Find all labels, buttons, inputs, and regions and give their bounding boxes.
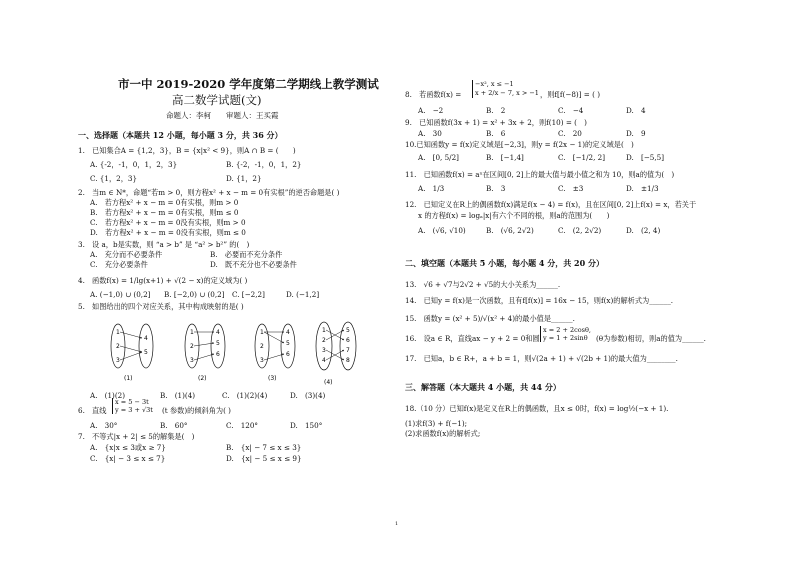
figure-label-3: (3) — [268, 375, 277, 382]
exam-title: 市一中 2019-2020 学年度第二学期线上教学测试 — [118, 77, 379, 91]
option-a: A. (√6, √10) — [418, 226, 466, 235]
question-15: 15. 函数y = (x² + 5)/√(x² + 4)的最小值是______. — [405, 314, 575, 323]
piecewise-case-1: −x², x ≤ −1 — [475, 80, 514, 88]
question-1-stem: 1. 已知集合A = {1,2，3}，B = {x|x² < 9}，则A ∩ B = ( ) — [78, 146, 296, 155]
page-number: 1 — [395, 521, 399, 527]
option-a: A. 若方程x² + x − m = 0有实根，则m > 0 — [90, 198, 239, 207]
option-d: D. 4 — [626, 106, 646, 115]
svg-text:4: 4 — [322, 357, 326, 364]
question-16-equation-system — [540, 326, 591, 342]
exam-subtitle: 高二数学试题(文) — [172, 93, 262, 107]
option-c: C. {x| − 3 ≤ x ≤ 7} — [90, 454, 166, 463]
option-d: D. 既不充分也不必要条件 — [210, 260, 297, 269]
question-8-stem-prefix: 8. 若函数f(x) = — [405, 90, 462, 99]
section-heading-solution: 三、解答题（本大题共 4 小题，共 44 分） — [405, 382, 561, 392]
option-b: B. 6 — [486, 129, 506, 138]
question-7-stem: 7. 不等式|x + 2| ≤ 5的解集是( ) — [78, 432, 195, 441]
option-c: C. ±3 — [558, 184, 584, 193]
question-9-options — [418, 129, 718, 139]
option-b: B. 必要而不充分条件 — [210, 250, 283, 259]
option-c: C. 20 — [558, 129, 582, 138]
question-6-options — [90, 421, 380, 431]
option-b: B. 2 — [486, 106, 506, 115]
option-d: D. (3)(4) — [290, 391, 326, 400]
option-a: A. [0, 5/2] — [418, 153, 459, 162]
svg-text:3: 3 — [322, 347, 326, 354]
question-18-part-1: (1)求f(3) + f(−1); — [405, 419, 468, 428]
svg-text:3: 3 — [190, 357, 194, 364]
option-a: A. 30° — [90, 421, 118, 430]
option-b: B. 60° — [160, 421, 188, 430]
option-d: D. 若方程x² + x − m = 0没有实根，则m ≤ 0 — [90, 228, 246, 237]
option-a: A. 1/3 — [418, 184, 445, 193]
question-4-options — [90, 290, 380, 300]
option-c: C. 120° — [226, 421, 259, 430]
option-d: D. {1，2} — [226, 174, 262, 183]
svg-text:1: 1 — [116, 329, 120, 336]
question-11-stem: 11. 已知函数f(x) = aˣ在区间[0, 2]上的最大值与最小值之和为 10，则a的值为( ) — [405, 170, 675, 179]
svg-text:3: 3 — [116, 357, 120, 364]
figure-label-1: (1) — [124, 375, 133, 382]
option-c: C. 充分必要条件 — [90, 260, 148, 269]
option-a: A. 30 — [418, 129, 442, 138]
option-a: A. 充分而不必要条件 — [90, 250, 163, 259]
svg-text:4: 4 — [144, 335, 148, 342]
section-heading-fill-in: 二、填空题（本题共 5 小题，每小题 4 分，共 20 分） — [405, 258, 604, 268]
question-16-stem-suffix: (θ为参数)相切，则a的值为______. — [596, 334, 706, 343]
option-d: D. 9 — [626, 129, 646, 138]
question-9-stem: 9. 已知函数f(3x + 1) = x² + 3x + 2，则f(10) = ( ) — [405, 118, 587, 127]
question-5-stem: 5. 如图给出的四个对应关系，其中构成映射的是( ) — [78, 302, 244, 311]
equation-line-1: x = 5 − 3t — [115, 398, 149, 406]
option-b: B. {-2，-1，0，1，2} — [226, 160, 302, 169]
option-a: A. (−1,0) ∪ (0,2] — [90, 290, 151, 299]
mapping-diagram-1 — [111, 324, 153, 382]
option-b: B. 若方程x² + x − m = 0有实根，则m ≤ 0 — [90, 208, 239, 217]
question-16-stem-prefix: 16. 设a ∈ R，直线ax − y + 2 = 0和圆 — [405, 334, 540, 343]
option-b: B. 3 — [486, 184, 506, 193]
option-c: C. −4 — [558, 106, 584, 115]
svg-text:2: 2 — [260, 343, 264, 350]
question-18-stem: 18.（10 分）已知f(x)是定义在R上的偶函数，且x ≤ 0时，f(x) = log½(−x + 1). — [405, 404, 669, 413]
figure-label-2: (2) — [198, 375, 207, 382]
question-11-options — [418, 184, 718, 194]
svg-text:7: 7 — [346, 347, 350, 354]
question-8-options — [418, 106, 718, 116]
question-6-equation-system — [112, 398, 153, 414]
svg-text:1: 1 — [190, 329, 194, 336]
question-18-part-2: (2)求函数f(x)的解析式; — [405, 429, 481, 438]
option-b: B. (1)(4) — [160, 391, 196, 400]
exam-authors: 命题人：李柯 审题人：王买霞 — [166, 111, 279, 120]
option-b: B. [−2,0) ∪ (0,2] — [164, 290, 225, 299]
question-10-options — [418, 153, 718, 163]
question-1-options — [90, 160, 380, 183]
option-c: C. {1，2，3} — [90, 174, 138, 183]
svg-text:2: 2 — [190, 343, 194, 350]
option-a: A. −2 — [418, 106, 444, 115]
mapping-diagrams — [100, 318, 360, 388]
section-heading-choice: 一、选择题（本题共 12 小题，每小题 3 分，共 36 分） — [78, 130, 283, 140]
mapping-diagram-4 — [316, 322, 356, 386]
option-c: C. [−2,2] — [232, 290, 265, 299]
svg-text:3: 3 — [260, 357, 264, 364]
option-c: C. [−1/2, 2] — [558, 153, 606, 162]
svg-text:5: 5 — [216, 340, 220, 347]
option-c: C. 若方程x² + x − m = 0没有实根，则m > 0 — [90, 218, 246, 227]
question-12-stem-line-2: x 的方程f(x) = logₐ|x|有六个不同的根，则a的范围为( ) — [418, 211, 610, 220]
equation-line-1: x = 2 + 2cosθ, — [543, 326, 591, 334]
option-a: A. {-2，-1，0，1，2，3} — [90, 160, 178, 169]
svg-text:5: 5 — [286, 340, 290, 347]
option-c: C. (2, 2√2) — [558, 226, 602, 235]
svg-text:6: 6 — [286, 351, 290, 358]
question-17: 17. 已知a，b ∈ R+，a + b = 1，则√(2a + 1) + √(2b + 1)的最大值为________. — [405, 354, 678, 363]
svg-text:8: 8 — [346, 357, 350, 364]
question-10-stem: 10.已知函数y = f(x)定义域是[−2,3]，则y = f(2x − 1)的定义域是( ) — [405, 140, 634, 149]
svg-text:4: 4 — [216, 329, 220, 336]
option-b: B. {x| − 7 ≤ x ≤ 3} — [226, 443, 302, 452]
option-d: D. ±1/3 — [626, 184, 659, 193]
option-d: D. (2, 4) — [626, 226, 661, 235]
option-d: D. [−5,5] — [626, 153, 665, 162]
svg-text:5: 5 — [346, 327, 350, 334]
svg-text:1: 1 — [322, 327, 326, 334]
mapping-diagram-3 — [255, 324, 295, 382]
question-14: 14. 已知y = f(x)是一次函数，且有f[f(x)] = 16x − 15，则f(x)的解析式为______. — [405, 296, 674, 305]
svg-text:4: 4 — [286, 329, 290, 336]
option-d: D. (−1,2] — [286, 290, 320, 299]
svg-text:2: 2 — [322, 337, 326, 344]
svg-text:1: 1 — [260, 329, 264, 336]
question-3-stem: 3. 设 a，b是实数，则 “a > b” 是 “a² > b²” 的( ) — [78, 240, 250, 249]
mapping-diagram-2 — [185, 324, 225, 382]
option-a: A. (1)(2) — [90, 391, 126, 400]
option-d: D. {x| − 5 ≤ x ≤ 9} — [226, 454, 302, 463]
question-4-stem: 4. 函数f(x) = 1/lg(x+1) + √(2 − x)的定义域为( ) — [78, 276, 248, 285]
question-8-piecewise — [472, 80, 539, 98]
question-3-options — [90, 250, 380, 270]
svg-text:2: 2 — [116, 343, 120, 350]
question-7-options — [90, 443, 380, 465]
option-b: B. (√6, 2√2) — [486, 226, 534, 235]
svg-text:6: 6 — [216, 351, 220, 358]
question-2-stem: 2. 当m ∈ N*，命题“若m > 0，则方程x² + x − m = 0有实根”的逆否命题是( ) — [78, 188, 340, 197]
question-12-stem-line-1: 12. 已知定义在R上的偶函数f(x)满足f(x − 4) = f(x)，且在区间[0, 2]上f(x) = x，若关于 — [405, 200, 697, 209]
option-a: A. {x|x ≤ 3或x ≥ 7} — [90, 443, 166, 452]
equation-line-2: y = 1 + 2sinθ — [543, 334, 588, 342]
question-13: 13. √6 + √7与2√2 + √5的大小关系为______. — [405, 280, 561, 289]
equation-line-2: y = 3 + √3t — [115, 406, 153, 414]
option-b: B. [−1,4] — [486, 153, 524, 162]
question-12-options — [418, 226, 718, 236]
question-6-stem-prefix: 6. 直线 — [78, 406, 107, 415]
question-6-stem-suffix: (t 参数)的倾斜角为( ) — [162, 406, 231, 415]
option-c: C. (1)(2)(4) — [222, 391, 268, 400]
figure-label-4: (4) — [324, 379, 333, 386]
option-d: D. 150° — [290, 421, 323, 430]
svg-text:6: 6 — [346, 337, 350, 344]
svg-text:5: 5 — [144, 349, 148, 356]
piecewise-case-2: x + 2/x − 7, x > −1 — [475, 89, 539, 97]
question-8-stem-suffix: ，则f[f(−8)] = ( ) — [540, 90, 600, 99]
